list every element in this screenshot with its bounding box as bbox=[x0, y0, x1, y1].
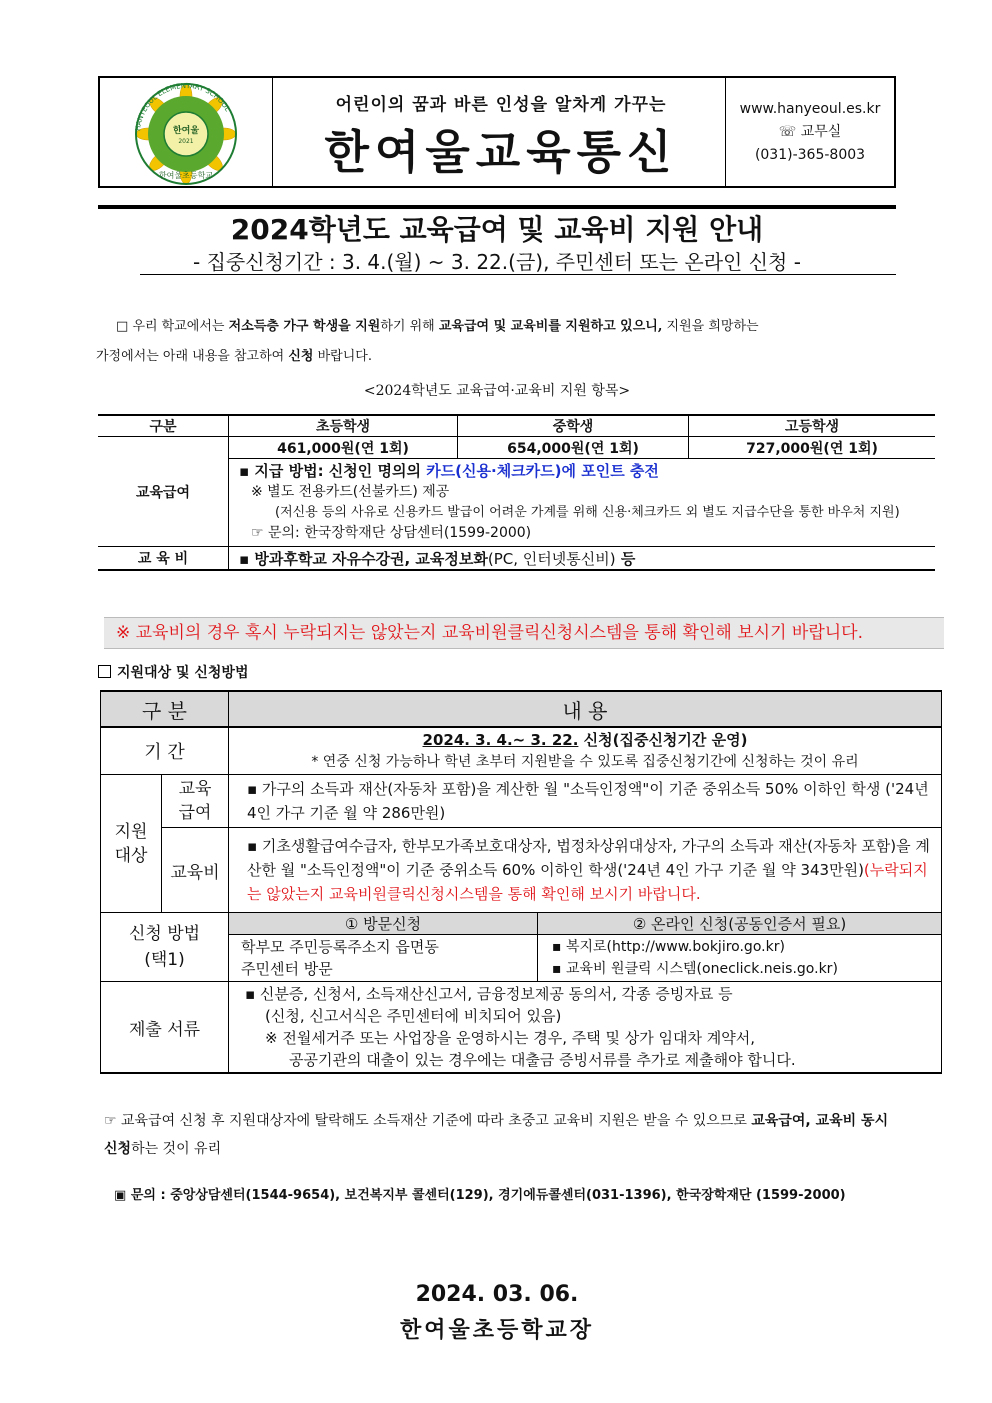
docs-content bbox=[229, 982, 942, 1074]
school-logo bbox=[100, 78, 272, 186]
docs-label: 제출 서류 bbox=[101, 982, 229, 1074]
benefit-label: 교육 급여 bbox=[162, 775, 229, 828]
omission-notice: ※ 교육비의 경우 혹시 누락되지는 않았는지 교육비원클릭신청시스템을 통해 확인해 보시기 바랍니다. bbox=[104, 617, 944, 649]
table-header-cell: 초등학생 bbox=[229, 415, 458, 437]
intro-paragraph bbox=[96, 312, 901, 372]
bokjiro-link[interactable]: ▪ 복지로(http://www.bokjiro.go.kr) bbox=[552, 939, 785, 955]
edu-benefit-label: 교육급여 bbox=[98, 437, 229, 547]
intro-text: 바랍니다. bbox=[313, 349, 372, 364]
subtitle-rule bbox=[140, 274, 896, 275]
table-row bbox=[98, 437, 935, 459]
slogan: 어린이의 꿈과 바른 인성을 알차게 가꾸는 bbox=[335, 95, 667, 115]
benefit-criteria: ▪ 가구의 소득과 재산(자동차 포함)을 계산한 월 "소득인정액"이 기준 중위소득 50% 이하인 학생 ('24년 4인 가구 기준 월 약 286만원) bbox=[229, 775, 942, 828]
table-row bbox=[101, 982, 942, 1074]
contact-note: ▣ 문의 : 중앙상담센터(1544-9654), 보건복지부 콜센터(129), 경기에듀콜센터(031-1396), 한국장학재단 (1599-2000) bbox=[114, 1188, 846, 1203]
table-row bbox=[101, 913, 942, 935]
principal-signature: 한여울초등학교장 bbox=[399, 1318, 595, 1343]
edu-cost-details: ▪ 방과후학교 자유수강권, 교육정보화(PC, 인터넷통신비) 등 bbox=[229, 547, 936, 571]
office-phone: (031)-365-8003 bbox=[754, 146, 866, 163]
table-header-row bbox=[101, 691, 942, 727]
logo-center-text: 한여울 bbox=[172, 126, 200, 136]
table-row bbox=[101, 727, 942, 775]
payment-method: ▪ 지급 방법: 신청인 명의의 카드(신용·체크카드)에 포인트 충전 bbox=[239, 462, 659, 480]
docs-line: 공공기관의 대출이 있는 경우에는 대출금 증빙서류를 추가로 제출해야 합니다. bbox=[289, 1051, 796, 1069]
newsletter-title: 한여울교육통신 bbox=[324, 125, 678, 179]
table-row bbox=[101, 828, 942, 913]
separate-card-note: ※ 별도 전용카드(선불카드) 제공 bbox=[251, 484, 450, 500]
cost-label: 교육비 bbox=[162, 828, 229, 913]
table-header-cell: 중학생 bbox=[458, 415, 689, 437]
visit-header: ① 방문신청 bbox=[229, 913, 538, 935]
logo-ring-text: HANYEOUL ELEMENTARY SCHOOL bbox=[134, 81, 232, 132]
contact-info-cell bbox=[725, 78, 894, 186]
online-method bbox=[538, 935, 942, 982]
edu-cost-label: 교 육 비 bbox=[98, 547, 229, 571]
docs-line: ▪ 신분증, 신청서, 소득재산신고서, 금융정보제공 동의서, 각종 증빙자료 등 bbox=[245, 985, 733, 1003]
voucher-note: (저신용 등의 사유로 신용카드 발급이 어려운 가계를 위해 신용·체크카드 외 별도 지급수단을 통한 바우처 지원) bbox=[275, 505, 900, 520]
section2-title: 지원대상 및 신청방법 bbox=[98, 662, 248, 682]
intro-bold: 저소득층 가구 학생을 지원 bbox=[228, 319, 381, 334]
website-link[interactable]: www.hanyeoul.es.kr bbox=[739, 100, 881, 117]
docs-line: ※ 전월세거주 또는 사업장을 운영하시는 경우, 주택 및 상가 임대차 계약서, bbox=[265, 1029, 755, 1047]
support-items-table bbox=[98, 414, 935, 571]
method-label: 신청 방법 (택1) bbox=[101, 913, 229, 982]
intro-box-icon: □ bbox=[116, 319, 129, 334]
tip-note: ☞ 교육급여 신청 후 지원대상자에 탈락해도 소득재산 기준에 따라 초중고 교육비 지원은 받을 수 있으므로 교육급여, 교육비 동시 신청하는 것이 유리 bbox=[104, 1113, 889, 1157]
intro-bold: 신청 bbox=[288, 349, 314, 364]
amount-elementary: 461,000원(연 1회) bbox=[229, 437, 458, 459]
payment-method-highlight: 카드(신용·체크카드)에 포인트 충전 bbox=[426, 462, 659, 480]
period-dates: 2024. 3. 4.~ 3. 22. bbox=[422, 731, 579, 749]
target-label: 지원 대상 bbox=[101, 775, 162, 913]
online-header: ② 온라인 신청(공동인증서 필요) bbox=[538, 913, 942, 935]
issue-date: 2024. 03. 06. bbox=[415, 1282, 579, 1307]
amount-middle: 654,000원(연 1회) bbox=[458, 437, 689, 459]
intro-bold: 교육급여 및 교육비를 지원하고 있으니, bbox=[438, 319, 663, 334]
period-content: 2024. 3. 4.~ 3. 22. 신청(집중신청기간 운영) * 연중 신청 가능하나 학년 초부터 지원받을 수 있도록 집중신청기간에 신청하는 것이 유리 bbox=[229, 727, 942, 775]
intro-text: 우리 학교에서는 bbox=[132, 319, 229, 334]
inquiry-note: ☞ 문의: 한국장학재단 상담센터(1599-2000) bbox=[251, 525, 532, 541]
office-label: ☏ 교무실 bbox=[778, 123, 842, 140]
cost-criteria: ▪ 기초생활급여수급자, 한부모가족보호대상자, 법정차상위대상자, 가구의 소득과 재산(자동차 포함)을 계산한 월 "소득인정액"이 기준 중위소득 60% 이하인 학생('24년 4인 가구 기준 월 약 343만원)(누락되지는 않았는지 교육비원클릭신청시스템을 통해 확인해 보시기 바랍니다. bbox=[229, 828, 942, 913]
intro-text: 하기 위해 bbox=[380, 319, 439, 334]
school-logo-cell bbox=[100, 78, 273, 186]
cost-red-note: (누락되지는 않았는지 교육비원클릭신청시스템을 통해 확인해 보시기 바랍니다. bbox=[247, 861, 928, 903]
newsletter-header bbox=[98, 76, 896, 188]
eligibility-table bbox=[100, 690, 942, 1074]
document-title: 2024학년도 교육급여 및 교육비 지원 안내 bbox=[230, 213, 764, 246]
oneclick-link[interactable]: ▪ 교육비 원클릭 시스템(oneclick.neis.go.kr) bbox=[552, 961, 838, 977]
amount-high: 727,000원(연 1회) bbox=[689, 437, 936, 459]
table-row bbox=[101, 775, 942, 828]
table-header-row bbox=[98, 415, 935, 437]
logo-bottom-text: 한여울초등학교 bbox=[158, 171, 214, 180]
intro-text: 가정에서는 아래 내용을 참고하여 bbox=[96, 349, 289, 364]
edu-benefit-details bbox=[229, 459, 936, 547]
table-header-cell: 구 분 bbox=[101, 691, 229, 727]
contact-mark-icon: ▣ bbox=[114, 1188, 127, 1203]
period-note: * 연중 신청 가능하나 학년 초부터 지원받을 수 있도록 집중신청기간에 신청하는 것이 유리 bbox=[311, 754, 859, 770]
items-caption: <2024학년도 교육급여·교육비 지원 항목> bbox=[363, 383, 631, 399]
visit-method: 학부모 주민등록주소지 읍면동 주민센터 방문 bbox=[229, 935, 538, 982]
docs-line: (신청, 신고서식은 주민센터에 비치되어 있음) bbox=[265, 1007, 562, 1025]
table-header-cell: 내 용 bbox=[229, 691, 942, 727]
table-header-cell: 고등학생 bbox=[689, 415, 936, 437]
document-subtitle: - 집중신청기간 : 3. 4.(월) ~ 3. 22.(금), 주민센터 또는 온라인 신청 - bbox=[193, 250, 801, 274]
checkbox-icon bbox=[98, 665, 111, 678]
table-header-cell: 구분 bbox=[98, 415, 229, 437]
logo-year: 2021 bbox=[178, 138, 194, 145]
period-label: 기 간 bbox=[101, 727, 229, 775]
table-row bbox=[98, 547, 935, 571]
intro-text: 지원을 희망하는 bbox=[662, 319, 759, 334]
